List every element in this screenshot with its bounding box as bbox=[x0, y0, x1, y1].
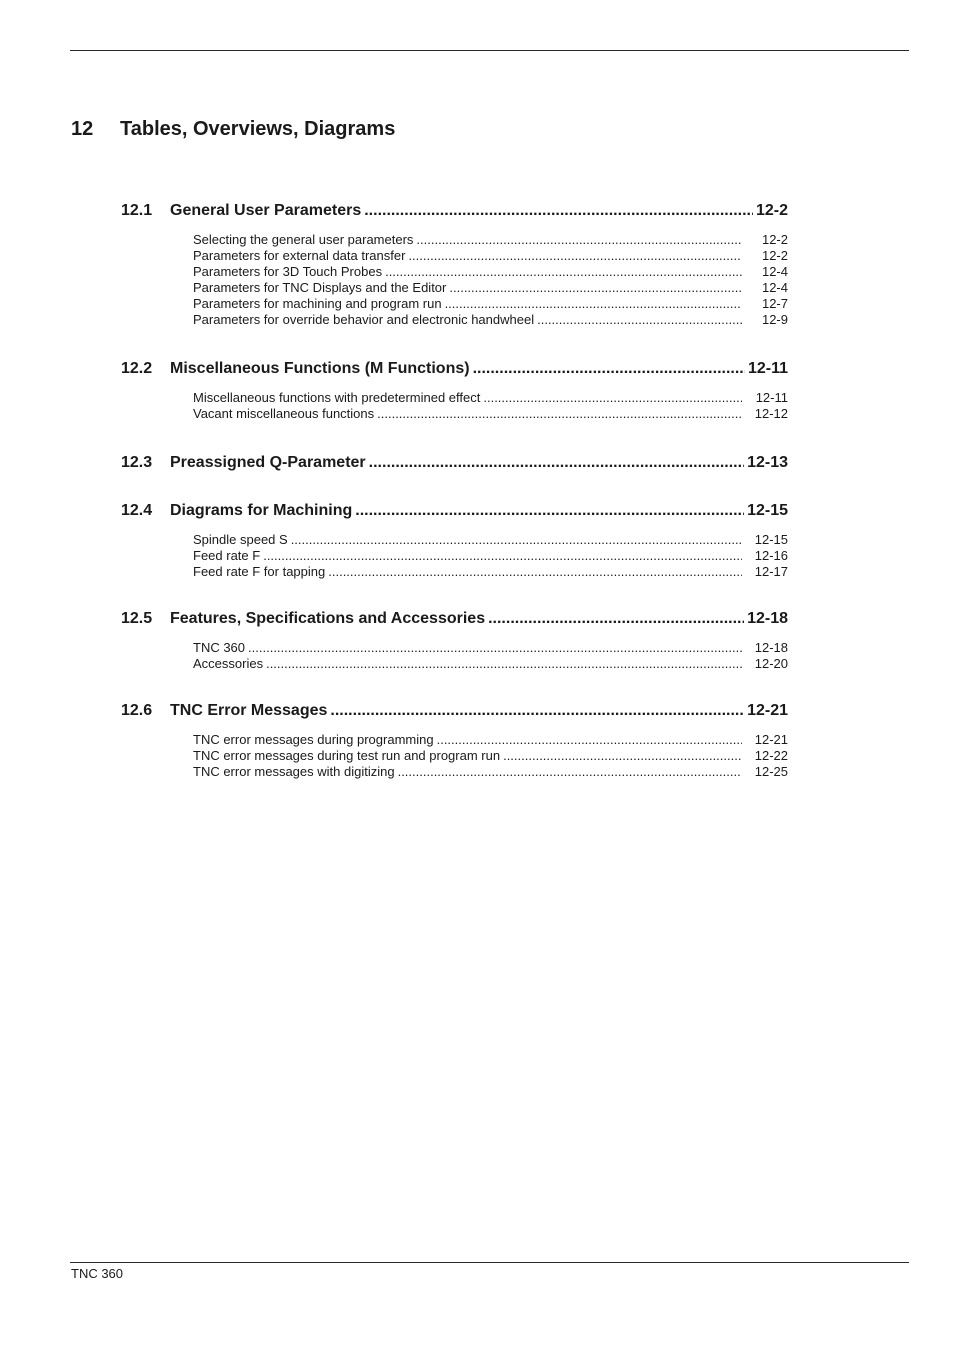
dot-leader bbox=[385, 264, 742, 279]
footer-text: TNC 360 bbox=[71, 1266, 124, 1281]
toc-section-heading[interactable] bbox=[121, 502, 788, 522]
toc-entry[interactable] bbox=[193, 764, 788, 780]
section-title: Features, Specifications and Accessories bbox=[170, 610, 486, 627]
toc-section-heading[interactable] bbox=[121, 610, 788, 630]
entry-title: Selecting the general user parameters bbox=[193, 232, 414, 247]
toc-entry-list bbox=[193, 732, 788, 780]
toc-section bbox=[121, 702, 788, 780]
section-number: 12.4 bbox=[121, 502, 153, 519]
toc-section-heading[interactable] bbox=[121, 202, 788, 222]
dot-leader bbox=[364, 202, 753, 220]
entry-title: Parameters for 3D Touch Probes bbox=[193, 264, 383, 279]
entry-title: TNC error messages during test run and program run bbox=[193, 748, 501, 763]
dot-leader bbox=[330, 702, 744, 720]
section-page-number: 12-13 bbox=[747, 454, 788, 471]
entry-page-number: 12-7 bbox=[761, 296, 788, 311]
toc-entry-list bbox=[193, 232, 788, 328]
chapter-heading bbox=[71, 118, 395, 141]
dot-leader bbox=[355, 502, 744, 520]
toc-entry[interactable] bbox=[193, 548, 788, 564]
toc-entry[interactable] bbox=[193, 640, 788, 656]
dot-leader bbox=[248, 640, 742, 655]
toc-entry-list bbox=[193, 532, 788, 580]
toc-section-heading[interactable] bbox=[121, 454, 788, 474]
entry-title: Miscellaneous functions with predetermined effect bbox=[193, 390, 481, 405]
toc-entry-list bbox=[193, 640, 788, 672]
entry-title: TNC 360 bbox=[193, 640, 246, 655]
dot-leader bbox=[449, 280, 742, 295]
section-number: 12.3 bbox=[121, 454, 153, 471]
footer-rule bbox=[70, 1262, 909, 1263]
toc-entry[interactable] bbox=[193, 390, 788, 406]
section-page-number: 12-2 bbox=[755, 202, 788, 219]
entry-page-number: 12-21 bbox=[754, 732, 788, 747]
section-number: 12.2 bbox=[121, 360, 153, 377]
toc-section bbox=[121, 502, 788, 580]
dot-leader bbox=[416, 232, 742, 247]
entry-page-number: 12-4 bbox=[761, 280, 788, 295]
chapter-number: 12 bbox=[71, 118, 94, 140]
section-number: 12.5 bbox=[121, 610, 153, 627]
entry-page-number: 12-15 bbox=[754, 532, 788, 547]
section-page-number: 12-11 bbox=[747, 360, 788, 377]
entry-title: Parameters for TNC Displays and the Editor bbox=[193, 280, 447, 295]
entry-page-number: 12-18 bbox=[754, 640, 788, 655]
entry-page-number: 12-2 bbox=[761, 248, 788, 263]
entry-title: Feed rate F bbox=[193, 548, 261, 563]
entry-title: Accessories bbox=[193, 656, 264, 671]
section-title: General User Parameters bbox=[170, 202, 362, 219]
section-title: Diagrams for Machining bbox=[170, 502, 353, 519]
section-title: Preassigned Q-Parameter bbox=[170, 454, 366, 471]
toc-entry[interactable] bbox=[193, 312, 788, 328]
dot-leader bbox=[263, 548, 742, 563]
toc-section bbox=[121, 202, 788, 328]
toc-entry[interactable] bbox=[193, 532, 788, 548]
entry-page-number: 12-2 bbox=[761, 232, 788, 247]
entry-page-number: 12-12 bbox=[754, 406, 788, 421]
section-page-number: 12-21 bbox=[747, 702, 788, 719]
entry-page-number: 12-11 bbox=[755, 390, 788, 405]
dot-leader bbox=[445, 296, 742, 311]
entry-title: Feed rate F for tapping bbox=[193, 564, 326, 579]
dot-leader bbox=[291, 532, 742, 547]
dot-leader bbox=[437, 732, 742, 747]
section-title: TNC Error Messages bbox=[170, 702, 328, 719]
entry-page-number: 12-20 bbox=[754, 656, 788, 671]
section-number: 12.6 bbox=[121, 702, 153, 719]
section-title: Miscellaneous Functions (M Functions) bbox=[170, 360, 470, 377]
dot-leader bbox=[473, 360, 745, 378]
dot-leader bbox=[537, 312, 742, 327]
entry-title: TNC error messages during programming bbox=[193, 732, 434, 747]
toc-entry[interactable] bbox=[193, 296, 788, 312]
entry-title: Parameters for override behavior and electronic handwheel bbox=[193, 312, 535, 327]
entry-page-number: 12-22 bbox=[754, 748, 788, 763]
dot-leader bbox=[377, 406, 742, 421]
toc-entry[interactable] bbox=[193, 264, 788, 280]
dot-leader bbox=[369, 454, 744, 472]
toc-section bbox=[121, 360, 788, 422]
dot-leader bbox=[266, 656, 742, 671]
entry-page-number: 12-9 bbox=[761, 312, 788, 327]
toc-section bbox=[121, 610, 788, 672]
entry-title: Parameters for external data transfer bbox=[193, 248, 406, 263]
dot-leader bbox=[398, 764, 742, 779]
toc-entry[interactable] bbox=[193, 564, 788, 580]
toc-section-heading[interactable] bbox=[121, 360, 788, 380]
toc-entry[interactable] bbox=[193, 280, 788, 296]
entry-page-number: 12-25 bbox=[754, 764, 788, 779]
toc-entry[interactable] bbox=[193, 656, 788, 672]
dot-leader bbox=[483, 390, 742, 405]
header-rule bbox=[70, 50, 909, 51]
toc-entry[interactable] bbox=[193, 248, 788, 264]
toc-entry[interactable] bbox=[193, 732, 788, 748]
toc-entry[interactable] bbox=[193, 232, 788, 248]
chapter-title: Tables, Overviews, Diagrams bbox=[120, 118, 396, 140]
toc-entry[interactable] bbox=[193, 748, 788, 764]
entry-title: Spindle speed S bbox=[193, 532, 288, 547]
entry-title: TNC error messages with digitizing bbox=[193, 764, 395, 779]
section-page-number: 12-18 bbox=[747, 610, 788, 627]
entry-page-number: 12-4 bbox=[761, 264, 788, 279]
toc-section bbox=[121, 454, 788, 474]
entry-title: Parameters for machining and program run bbox=[193, 296, 442, 311]
toc-section-heading[interactable] bbox=[121, 702, 788, 722]
table-of-contents bbox=[121, 202, 788, 780]
dot-leader bbox=[503, 748, 742, 763]
dot-leader bbox=[408, 248, 742, 263]
dot-leader bbox=[488, 610, 744, 628]
entry-title: Vacant miscellaneous functions bbox=[193, 406, 375, 421]
section-page-number: 12-15 bbox=[747, 502, 788, 519]
dot-leader bbox=[328, 564, 742, 579]
section-number: 12.1 bbox=[121, 202, 153, 219]
toc-entry-list bbox=[193, 390, 788, 422]
toc-entry[interactable] bbox=[193, 406, 788, 422]
entry-page-number: 12-17 bbox=[754, 564, 788, 579]
entry-page-number: 12-16 bbox=[754, 548, 788, 563]
